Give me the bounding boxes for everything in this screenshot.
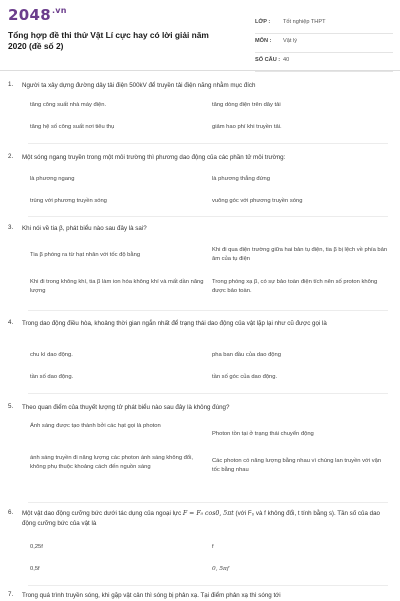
- divider: [28, 216, 388, 217]
- option-d[interactable]: tần số góc của dao động.: [212, 374, 278, 380]
- question-1: 1. Người ta xây dựng đường dây tải điện 500kV để truyền tải điện năng nhằm mục đích tăng công suất nhà máy điện. tăng dòng điện trên dây tải tăng hệ số công suất nơi tiêu thụ giảm hao phí khi truyền tải.: [22, 81, 382, 91]
- exam-meta: [255, 15, 393, 72]
- option-a[interactable]: tăng công suất nhà máy điện.: [30, 102, 107, 108]
- question-stem: Trong dao động điều hòa, khoảng thời gian ngắn nhất để trạng thái dao động của vật lặp lại như cũ được gọi là: [22, 320, 327, 327]
- option-a[interactable]: chu kì dao động.: [30, 352, 73, 358]
- header-divider: [0, 70, 400, 71]
- page-header: [0, 0, 400, 70]
- meta-subject-row: MÔN : Vật lý: [255, 34, 393, 53]
- option-d[interactable]: giảm hao phí khi truyền tải.: [212, 124, 282, 130]
- option-b[interactable]: Photon tồn tại ở trạng thái chuyển động: [212, 431, 314, 437]
- option-c[interactable]: tần số dao động.: [30, 374, 74, 380]
- option-c[interactable]: ánh sáng truyền đi năng lượng các photon ánh sáng không đổi, không phụ thuộc khoảng cách đến nguồn sáng: [30, 455, 194, 470]
- option-b[interactable]: là phương thẳng đứng: [212, 176, 270, 182]
- option-d[interactable]: 0, 5πf: [212, 566, 230, 572]
- option-c[interactable]: 0,5f: [30, 566, 40, 572]
- divider: [28, 393, 388, 394]
- question-stem: Một vật dao động cưỡng bức dưới tác dụng của ngoại lực F = F₀ cos0, 5πt (với F₀ và f không đổi, t tính bằng s). Tần số của dao động cưỡng bức của vật là: [22, 510, 380, 527]
- option-a[interactable]: 0,25f: [30, 544, 43, 550]
- option-b[interactable]: pha ban đầu của dao động: [212, 352, 281, 358]
- question-stem: Một sóng ngang truyền trong một môi trường thì phương dao động của các phần tử môi trường:: [22, 154, 286, 161]
- option-d[interactable]: Các photon có năng lượng bằng nhau vì chúng lan truyền với vận tốc bằng nhau: [212, 458, 382, 473]
- divider: [28, 502, 388, 503]
- option-c[interactable]: trùng với phương truyền sóng: [30, 198, 107, 204]
- page-title: Tổng hợp đề thi thử Vật Lí cực hay có lời giải năm 2020 (đề số 2): [8, 30, 209, 51]
- question-stem: Khi nói về tia β, phát biểu nào sau đây là sai?: [22, 225, 147, 232]
- option-b[interactable]: f: [212, 544, 214, 550]
- question-5: 5. Theo quan điểm của thuyết lượng tử phát biểu nào sau đây là không đúng? Ánh sáng được tạo thành bởi các hạt gọi là photon Photon tồn tại ở trạng thái chuyển động ánh sáng truyền đi năng lượng các photon ánh sáng không đổi, không phụ thuộc khoảng cách đến nguồn sáng Các photon có năng lượng bằng nhau vì chúng lan truyền với vận tốc bằng nhau: [22, 403, 382, 413]
- question-3: 3. Khi nói về tia β, phát biểu nào sau đây là sai? Tia β phóng ra từ hạt nhân với tốc độ bằng Khi đi qua điện trường giữa hai bản tụ điện, tia β bị lệch về phía bản âm của tụ điện Khi đi trong không khí, tia β làm ion hóa không khí và mất dần năng lượng Trong phóng xạ β, có sự bảo toàn điện tích nên số proton không được bảo toàn.: [8, 224, 388, 294]
- divider: [28, 310, 388, 311]
- question-7: 7. Trong quá trình truyền sóng, khi gặp vật cản thì sóng bị phản xạ. Tại điểm phản xạ thì sóng tới: [22, 591, 382, 601]
- option-a[interactable]: Tia β phóng ra từ hạt nhân với tốc độ bằng: [30, 252, 141, 258]
- meta-class-row: LỚP : Tốt nghiệp THPT: [255, 15, 393, 34]
- question-stem: Trong quá trình truyền sóng, khi gặp vật cản thì sóng bị phản xạ. Tại điểm phản xạ thì sóng tới: [22, 592, 281, 599]
- option-c[interactable]: tăng hệ số công suất nơi tiêu thụ: [30, 124, 115, 130]
- option-d[interactable]: Trong phóng xạ β, có sự bảo toàn điện tích nên số proton không được bảo toàn.: [212, 279, 378, 294]
- question-4: 4. Trong dao động điều hòa, khoảng thời gian ngắn nhất để trạng thái dao động của vật lặp lại như cũ được gọi là chu kì dao động. pha ban đầu của dao động tần số dao động. tần số góc của dao động.: [22, 319, 382, 329]
- meta-count-row: SỐ CÂU : 40: [255, 53, 393, 72]
- divider: [28, 585, 388, 586]
- option-b[interactable]: tăng dòng điện trên dây tải: [212, 102, 281, 108]
- divider: [28, 143, 388, 144]
- site-logo[interactable]: $2048^{.vn}$: [8, 6, 67, 24]
- option-a[interactable]: là phương ngang: [30, 176, 75, 182]
- question-2: 2. Một sóng ngang truyền trong một môi trường thì phương dao động của các phần tử môi trường: là phương ngang là phương thẳng đứng trùng với phương truyền sóng vuông góc với phương truyền sóng: [22, 153, 382, 163]
- option-a[interactable]: Ánh sáng được tạo thành bởi các hạt gọi là photon: [30, 423, 161, 429]
- option-b[interactable]: Khi đi qua điện trường giữa hai bản tụ điện, tia β bị lệch về phía bản âm của tụ điện: [212, 247, 388, 262]
- option-d[interactable]: vuông góc với phương truyền sóng: [212, 198, 303, 204]
- question-stem: Người ta xây dựng đường dây tải điện 500kV để truyền tải điện năng nhằm mục đích: [22, 82, 256, 89]
- question-6: 6. Một vật dao động cưỡng bức dưới tác dụng của ngoại lực F = F₀ cos0, 5πt (với F₀ và f không đổi, t tính bằng s). Tần số của dao động cưỡng bức của vật là 0,25f f 0,5f 0, 5πf: [22, 509, 382, 528]
- question-stem: Theo quan điểm của thuyết lượng tử phát biểu nào sau đây là không đúng?: [22, 404, 230, 411]
- option-c[interactable]: Khi đi trong không khí, tia β làm ion hóa không khí và mất dần năng lượng: [30, 279, 204, 294]
